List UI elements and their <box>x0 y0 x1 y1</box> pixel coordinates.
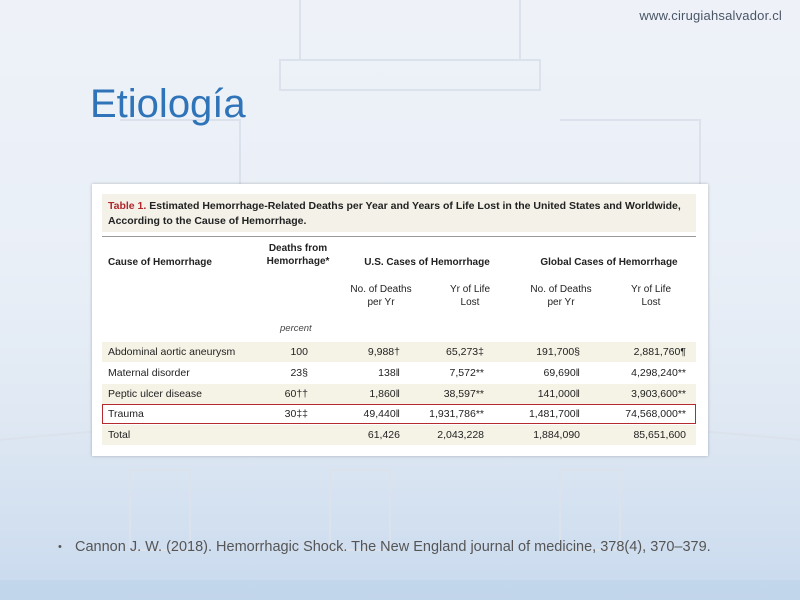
header-global-deaths-line1: No. of Deaths <box>530 284 592 295</box>
header-top-rule <box>102 236 696 237</box>
table-row <box>102 384 696 404</box>
cell-us-life: 1,931,786** <box>429 408 484 420</box>
header-us-life-line2: Lost <box>460 297 480 308</box>
cell-global-life: 2,881,760¶ <box>633 346 686 358</box>
site-url: www.cirugiahsalvador.cl <box>639 8 782 23</box>
bullet-marker: • <box>58 541 62 553</box>
hemorrhage-table <box>92 184 708 456</box>
cell-global-life: 74,568,000** <box>625 408 686 420</box>
cell-global-deaths: 1,481,700‖ <box>528 408 580 420</box>
header-global-life <box>608 283 694 309</box>
table-row-total <box>102 425 696 445</box>
header-us-group: U.S. Cases of Hemorrhage <box>364 257 490 268</box>
header-us-life <box>428 283 512 309</box>
cell-global-deaths: 69,690‖ <box>543 367 580 379</box>
cell-global-deaths: 1,884,090 <box>533 429 580 441</box>
table-row-trauma-highlighted <box>102 404 696 424</box>
unit-percent-label: percent <box>280 323 312 334</box>
cell-global-deaths: 141,000‖ <box>537 388 580 400</box>
cell-cause: Peptic ulcer disease <box>108 388 202 400</box>
table-caption-text: Estimated Hemorrhage-Related Deaths per Year and Years of Life Lost in the United States and Worldwide, According to the Cause of Hemorrhage. <box>108 200 681 227</box>
table-row <box>102 342 696 362</box>
cell-deaths-pct: 100 <box>290 346 308 358</box>
header-global-deaths <box>516 283 606 309</box>
cell-us-deaths: 49,440‖ <box>363 408 400 420</box>
header-global-deaths-line2: per Yr <box>547 297 575 308</box>
citation-text: Cannon J. W. (2018). Hemorrhagic Shock. The New England journal of medicine, 378(4), 370–379. <box>75 539 711 555</box>
header-global-group: Global Cases of Hemorrhage <box>540 257 678 268</box>
cell-deaths-pct: 60†† <box>284 388 308 400</box>
header-us-life-line1: Yr of Life <box>449 284 491 295</box>
header-us-deaths-line2: per Yr <box>367 297 395 308</box>
header-us-deaths-line1: No. of Deaths <box>350 284 412 295</box>
cell-global-life: 3,903,600** <box>631 388 686 400</box>
table-row <box>102 363 696 383</box>
cell-us-life: 65,273‡ <box>446 346 484 358</box>
header-us-deaths <box>336 283 426 309</box>
cell-us-deaths: 9,988† <box>367 346 400 358</box>
cell-deaths-pct: 23§ <box>290 367 308 379</box>
header-global-life-line1: Yr of Life <box>630 284 672 295</box>
table-caption <box>102 194 696 232</box>
header-deaths <box>258 242 338 268</box>
cell-cause: Abdominal aortic aneurysm <box>108 346 236 358</box>
cell-us-deaths: 138‖ <box>378 367 400 379</box>
cell-us-deaths: 61,426 <box>367 429 400 441</box>
header-global-life-line2: Lost <box>641 297 661 308</box>
slide-title: Etiología <box>90 82 246 126</box>
cell-global-deaths: 191,700§ <box>536 346 580 358</box>
cell-cause: Total <box>108 429 131 441</box>
header-deaths-line1: Deaths from <box>268 243 328 254</box>
cell-us-life: 2,043,228 <box>437 429 484 441</box>
cell-us-life: 7,572** <box>449 367 484 379</box>
cell-global-life: 4,298,240** <box>631 367 686 379</box>
header-deaths-line2: Hemorrhage* <box>266 256 330 267</box>
table-caption-label: Table 1. <box>108 200 147 212</box>
cell-cause: Trauma <box>108 408 144 420</box>
header-cause: Cause of Hemorrhage <box>108 257 212 268</box>
cell-global-life: 85,651,600 <box>633 429 686 441</box>
cell-cause: Maternal disorder <box>108 367 190 379</box>
cell-us-life: 38,597** <box>443 388 484 400</box>
cell-deaths-pct: 30‡‡ <box>284 408 308 420</box>
cell-us-deaths: 1,860‖ <box>369 388 400 400</box>
